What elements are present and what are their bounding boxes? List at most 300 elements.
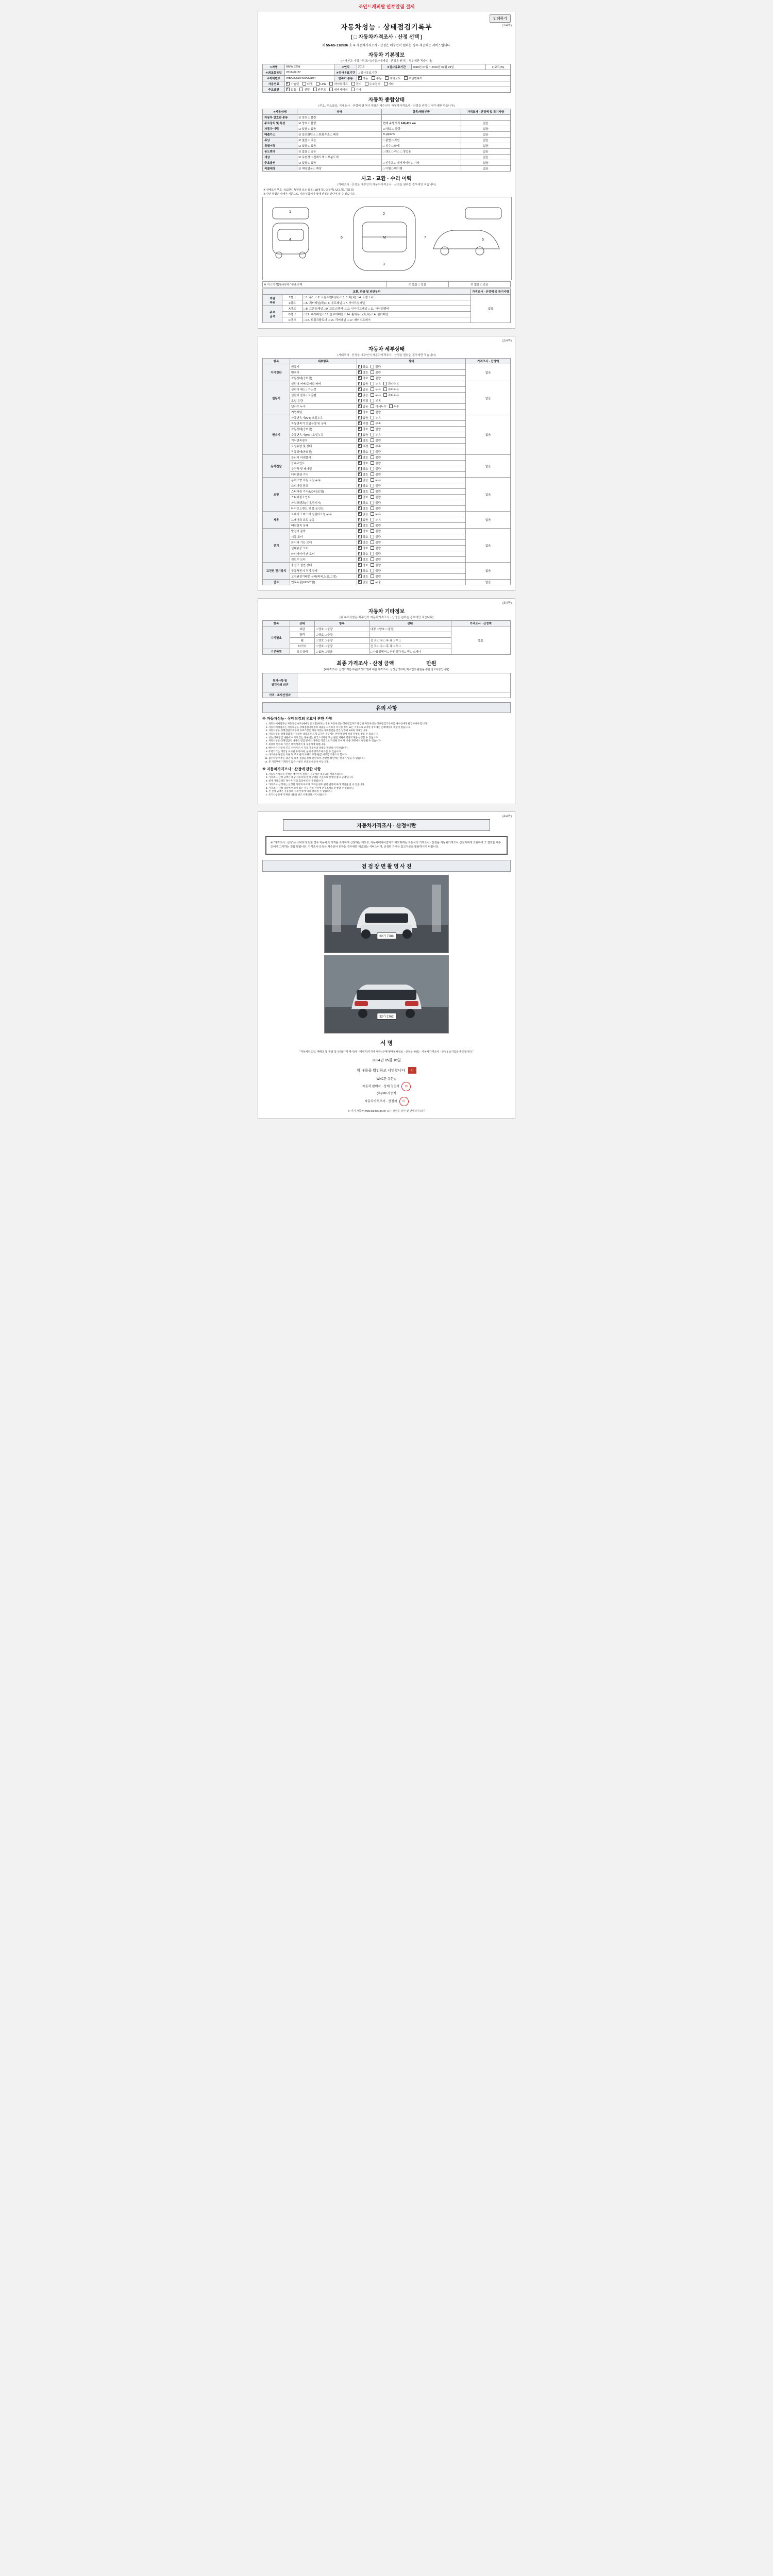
checkbox-icon[interactable]	[383, 382, 387, 385]
detail-option-0-1-1[interactable]	[371, 370, 381, 375]
detail-state-1-3[interactable]	[357, 398, 466, 404]
detail-state-4-0[interactable]	[357, 478, 466, 483]
detail-state-1-4[interactable]	[357, 404, 466, 410]
detail-state-3-0[interactable]	[357, 455, 466, 461]
photo-front[interactable]	[324, 875, 449, 953]
checkbox-icon[interactable]	[404, 76, 408, 80]
etc-extra-4[interactable]: □ 사용설명서 □ 안전삼각대 □ 잭 □ 스패너	[369, 649, 451, 655]
detail-option-1-4-1[interactable]	[371, 404, 386, 409]
detail-option-1-4-2[interactable]	[389, 404, 399, 409]
detail-state-7-0[interactable]	[357, 563, 466, 568]
fuel-option-diesel[interactable]	[303, 82, 313, 86]
overall-part-5[interactable]: □ 침수 □ 화재	[381, 143, 461, 149]
detail-table-body	[263, 364, 511, 585]
detail-state-6-4[interactable]	[357, 551, 466, 557]
etc-extra-1	[369, 632, 451, 638]
detail-option-5-2-1[interactable]	[371, 523, 381, 528]
detail-option-7-1-0[interactable]	[358, 569, 368, 573]
checkbox-icon[interactable]	[358, 484, 362, 487]
checkbox-icon[interactable]	[358, 563, 362, 567]
accident-bottom-right[interactable]: ☑ 없음 □ 있음	[448, 282, 510, 287]
overall-state-5[interactable]: ☑ 없음 □ 있음	[297, 143, 382, 149]
detail-option-7-0-1[interactable]	[371, 563, 381, 567]
checkbox-icon[interactable]	[358, 387, 362, 391]
checkbox-icon[interactable]	[358, 574, 362, 578]
checkbox-icon[interactable]	[286, 88, 290, 91]
page-number-1: (1/4쪽)	[502, 24, 512, 27]
detail-subitem-6-4: 라디에이터 팬 모터	[290, 551, 357, 557]
photo-rear[interactable]	[324, 955, 449, 1033]
detail-option-label: 불량	[375, 558, 381, 562]
detail-option-3-0-0[interactable]	[358, 455, 368, 460]
checkbox-icon[interactable]	[371, 382, 374, 385]
checkbox-icon[interactable]	[371, 557, 374, 561]
checkbox-icon[interactable]	[371, 444, 374, 448]
checkbox-icon[interactable]	[358, 467, 362, 470]
detail-option-4-1-0[interactable]	[358, 484, 368, 488]
checkbox-icon[interactable]	[371, 569, 374, 572]
detail-state-2-3[interactable]	[357, 432, 466, 438]
detail-state-0-2[interactable]	[357, 376, 466, 381]
checkbox-icon[interactable]	[371, 563, 374, 567]
detail-option-label: 불량	[375, 451, 381, 454]
fuel-option-hybrid[interactable]	[329, 82, 348, 86]
assessor-value[interactable]	[297, 692, 511, 698]
overall-part-2[interactable]: ☑ 양호 □ 불량	[381, 126, 461, 132]
checkbox-icon[interactable]	[358, 495, 362, 499]
etc-state-4[interactable]: □ 없음 □ 있음	[315, 649, 369, 655]
detail-state-2-5[interactable]	[357, 444, 466, 449]
checkbox-icon[interactable]	[358, 489, 362, 493]
detail-option-1-0-1[interactable]	[371, 382, 381, 386]
checkbox-icon[interactable]	[371, 523, 374, 527]
detail-state-1-2[interactable]	[357, 393, 466, 398]
detail-state-7-2[interactable]	[357, 574, 466, 580]
detail-option-6-3-0[interactable]	[358, 546, 368, 550]
detail-option-2-5-0[interactable]	[358, 444, 368, 448]
checkbox-icon[interactable]	[358, 535, 362, 538]
detail-option-2-6-1[interactable]	[371, 450, 381, 454]
detail-option-6-0-1[interactable]	[371, 529, 381, 533]
checkbox-icon[interactable]	[313, 88, 317, 91]
checkbox-icon[interactable]	[384, 82, 388, 86]
detail-option-5-0-1[interactable]	[371, 512, 381, 516]
detail-option-label: 불량	[375, 490, 381, 494]
detail-option-4-4-0[interactable]	[358, 501, 368, 505]
detail-state-6-0[interactable]	[357, 529, 466, 534]
checkbox-icon[interactable]	[358, 461, 362, 465]
checkbox-icon[interactable]	[371, 506, 374, 510]
etc-extra-2[interactable]: 전 좌 □ 우 □ 후 좌 □ 우 □	[369, 638, 451, 643]
detail-option-5-2-0[interactable]	[358, 523, 368, 528]
detail-option-2-0-1[interactable]	[371, 416, 381, 420]
detail-subitem-2-6: 작동상태(공회전)	[290, 449, 357, 455]
detail-option-4-5-1[interactable]	[371, 506, 381, 511]
detail-option-2-2-0[interactable]	[358, 427, 368, 431]
detail-option-0-1-0[interactable]	[358, 370, 368, 375]
checkbox-icon[interactable]	[371, 376, 374, 380]
inner-items-b[interactable]: □ 12. 대시패널 □ 13. 플로어패널 □ 14. 휠하우스(좌,우) □ A. 필러패널	[302, 312, 470, 317]
detail-option-0-2-0[interactable]	[358, 376, 368, 380]
inner-items-a[interactable]: □ 8. 프론트패널 □ 9. 크로스멤버 □ 10. 인사이드패널 □ 11. 사이드멤버	[302, 306, 470, 312]
checkbox-icon[interactable]	[371, 478, 374, 482]
detail-state-6-1[interactable]	[357, 534, 466, 540]
overall-state-8[interactable]: ☑ 없음 □ 있음	[297, 160, 382, 166]
etc-state-2[interactable]: □ 양호 □ 불량	[315, 638, 369, 643]
checkbox-icon[interactable]	[371, 501, 374, 504]
overall-part-9[interactable]: □ 이행 □ 미이행	[381, 166, 461, 172]
detail-option-6-4-1[interactable]	[371, 552, 381, 556]
checkbox-icon[interactable]	[389, 404, 393, 408]
detail-option-1-0-2[interactable]	[383, 382, 399, 386]
checkbox-icon[interactable]	[371, 552, 374, 555]
checkbox-icon[interactable]	[371, 399, 374, 402]
overall-state-1[interactable]: ☑ 양호 □ 불량	[297, 121, 382, 126]
detail-state-5-1[interactable]	[357, 517, 466, 523]
trans-option-cvt[interactable]	[404, 76, 423, 80]
etc-state-0[interactable]: □ 양호 □ 불량	[315, 626, 369, 632]
checkbox-icon[interactable]	[372, 76, 375, 80]
checkbox-icon[interactable]	[358, 421, 362, 425]
detail-option-0-0-1[interactable]	[371, 365, 381, 369]
assessor-label: 가격 · 조사산정자	[263, 692, 297, 698]
checkbox-icon[interactable]	[351, 88, 355, 91]
detail-option-6-1-0[interactable]	[358, 535, 368, 539]
detail-option-3-1-1[interactable]	[371, 461, 381, 465]
detail-state-4-4[interactable]	[357, 500, 466, 506]
car-diagram-svg[interactable]	[263, 197, 511, 280]
detail-option-1-2-1[interactable]	[371, 393, 381, 397]
detail-option-5-1-0[interactable]	[358, 518, 368, 522]
detail-state-5-0[interactable]	[357, 512, 466, 517]
inner-items-c[interactable]: □ 15. 트렁크플로어 □ 16. 리어패널 □ 17. 패키지트레이	[302, 317, 470, 323]
trans-option-semi[interactable]	[385, 76, 400, 80]
outer-items-2[interactable]: □ 5. 쿼터패널(좌) □ 6. 루프패널 □ 7. 사이드실패널	[302, 300, 470, 306]
checkbox-icon[interactable]	[371, 484, 374, 487]
checkbox-icon[interactable]	[371, 421, 374, 425]
detail-option-4-2-0[interactable]	[358, 489, 368, 494]
detail-state-4-2[interactable]	[357, 489, 466, 495]
checkbox-icon[interactable]	[351, 82, 355, 86]
checkbox-icon[interactable]	[371, 540, 374, 544]
caution-item-0-11: 12. 본 기록부에 기재되지 않은 사항은 보증의 대상이 아닙니다.	[268, 760, 511, 764]
detail-option-2-1-0[interactable]	[358, 421, 368, 426]
checkbox-icon[interactable]	[371, 512, 374, 516]
checkbox-icon[interactable]	[371, 467, 374, 470]
checkbox-icon[interactable]	[371, 393, 374, 397]
detail-state-4-3[interactable]	[357, 495, 466, 500]
checkbox-icon[interactable]	[371, 535, 374, 538]
detail-option-8-0-0[interactable]	[358, 580, 368, 584]
checkbox-icon[interactable]	[358, 382, 362, 385]
detail-state-1-5[interactable]	[357, 410, 466, 415]
detail-state-3-3[interactable]	[357, 472, 466, 478]
trans-option-manual[interactable]	[372, 76, 382, 80]
checkbox-icon[interactable]	[371, 489, 374, 493]
detail-option-3-2-1[interactable]	[371, 467, 381, 471]
detail-option-7-2-1[interactable]	[371, 574, 381, 579]
checkbox-icon[interactable]	[358, 546, 362, 550]
fuel-option-electric[interactable]	[351, 82, 362, 86]
special-note-value[interactable]	[297, 673, 511, 692]
detail-option-1-5-1[interactable]	[371, 410, 381, 414]
detail-option-5-0-0[interactable]	[358, 512, 368, 516]
detail-option-1-5-0[interactable]	[358, 410, 368, 414]
checkbox-icon[interactable]	[371, 365, 374, 368]
checkbox-icon[interactable]	[383, 387, 387, 391]
checkbox-icon[interactable]	[385, 76, 389, 80]
detail-option-6-0-0[interactable]	[358, 529, 368, 533]
detail-option-6-1-1[interactable]	[371, 535, 381, 539]
checkbox-icon[interactable]	[358, 410, 362, 414]
fuel-label-diesel: 디젤	[307, 83, 313, 86]
checkbox-icon[interactable]	[371, 370, 374, 374]
accident-bottom-state[interactable]: ☑ 없음 □ 있음	[386, 282, 448, 287]
detail-option-2-6-0[interactable]	[358, 450, 368, 454]
option-none[interactable]	[286, 88, 296, 92]
checkbox-icon[interactable]	[371, 416, 374, 419]
checkbox-icon[interactable]	[371, 529, 374, 533]
detail-option-2-4-0[interactable]	[358, 438, 368, 443]
checkbox-icon[interactable]	[371, 580, 374, 584]
trans-option-auto[interactable]	[358, 76, 368, 80]
detail-state-6-5[interactable]	[357, 557, 466, 563]
print-button[interactable]: 인쇄하기	[490, 14, 511, 23]
detail-option-3-0-1[interactable]	[371, 455, 381, 460]
detail-option-4-3-1[interactable]	[371, 495, 381, 499]
detail-option-6-3-1[interactable]	[371, 546, 381, 550]
checkbox-icon[interactable]	[371, 574, 374, 578]
checkbox-icon[interactable]	[358, 393, 362, 397]
etc-sub-0: 외판	[290, 626, 314, 632]
detail-option-6-2-0[interactable]	[358, 540, 368, 545]
checkbox-icon[interactable]	[358, 529, 362, 533]
checkbox-icon[interactable]	[371, 427, 374, 431]
detail-option-6-5-1[interactable]	[371, 557, 381, 562]
detail-option-1-1-2[interactable]	[383, 387, 399, 392]
overall-state-7[interactable]: ☑ 무변경 □ 전체도색 □ 부분도색	[297, 155, 382, 160]
basic-label-carname: ①차명	[263, 64, 285, 70]
checkbox-icon[interactable]	[371, 387, 374, 391]
detail-state-2-2[interactable]	[357, 427, 466, 432]
checkbox-icon[interactable]	[358, 76, 362, 80]
overall-part-8[interactable]: □ 선루프 □ 내비게이션 □ 기타	[381, 160, 461, 166]
detail-subitem-6-2: 와이퍼 기능 모터	[290, 540, 357, 546]
checkbox-icon[interactable]	[303, 82, 306, 86]
detail-state-6-3[interactable]	[357, 546, 466, 551]
checkbox-icon[interactable]	[371, 433, 374, 436]
overall-head-price: 가격조사 · 산정액 및 특기사항	[461, 109, 510, 115]
detail-option-2-4-1[interactable]	[371, 438, 381, 443]
overall-part-6[interactable]: □ 렌트 □ 리스 □ 영업용	[381, 149, 461, 155]
checkbox-icon[interactable]	[358, 506, 362, 510]
fuel-option-hydrogen[interactable]	[365, 82, 380, 86]
detail-option-2-5-1[interactable]	[371, 444, 381, 448]
checkbox-icon[interactable]	[358, 455, 362, 459]
checkbox-icon[interactable]	[358, 512, 362, 516]
fuel-option-lpg[interactable]	[316, 82, 326, 86]
detail-price-6: 없음	[466, 529, 511, 563]
option-etc[interactable]	[351, 88, 361, 92]
checkbox-icon[interactable]	[358, 365, 362, 368]
section-title-overall: 자동차 종합상태	[262, 95, 511, 103]
checkbox-icon[interactable]	[358, 472, 362, 476]
checkbox-icon[interactable]	[358, 444, 362, 448]
detail-option-3-1-0[interactable]	[358, 461, 368, 465]
dealer-name: (주)BM 자동차	[377, 1092, 396, 1096]
detail-option-1-3-0[interactable]	[358, 399, 368, 403]
checkbox-icon[interactable]	[358, 523, 362, 527]
detail-option-2-3-0[interactable]	[358, 433, 368, 437]
overall-part-3: % ppm %	[381, 132, 461, 138]
detail-option-label: 양호	[362, 507, 368, 511]
detail-state-7-1[interactable]	[357, 568, 466, 574]
detail-option-2-0-0[interactable]	[358, 416, 368, 420]
checkbox-icon[interactable]	[358, 416, 362, 419]
option-tint[interactable]	[299, 88, 310, 92]
checkbox-icon[interactable]	[329, 82, 333, 86]
checkbox-icon[interactable]	[286, 82, 290, 86]
detail-option-0-2-1[interactable]	[371, 376, 381, 380]
option-navigation[interactable]	[329, 88, 348, 92]
detail-option-3-2-0[interactable]	[358, 467, 368, 471]
detail-state-8-0[interactable]	[357, 580, 466, 585]
detail-option-2-2-1[interactable]	[371, 427, 381, 431]
outer-items-1[interactable]: □ 1. 후드 □ 2. 프론트펜더(좌) □ 3. 도어(좌) □ 4. 트렁크리드	[302, 295, 470, 300]
etc-extra-3[interactable]: 전 좌 □ 우 □ 후 좌 □ 우 □	[369, 643, 451, 649]
detail-option-1-1-1[interactable]	[371, 387, 381, 392]
detail-option-7-2-0[interactable]	[358, 574, 368, 579]
checkbox-icon[interactable]	[358, 370, 362, 374]
detail-state-2-1[interactable]	[357, 421, 466, 427]
checkbox-icon[interactable]	[365, 82, 368, 86]
overall-state-6[interactable]: ☑ 없음 □ 있음	[297, 149, 382, 155]
checkbox-icon[interactable]	[371, 404, 374, 408]
checkbox-icon[interactable]	[358, 557, 362, 561]
detail-option-6-2-1[interactable]	[371, 540, 381, 545]
detail-option-6-5-0[interactable]	[358, 557, 368, 562]
detail-option-4-0-1[interactable]	[371, 478, 381, 482]
checkbox-icon[interactable]	[358, 427, 362, 431]
detail-option-1-2-2[interactable]	[383, 393, 399, 397]
checkbox-icon[interactable]	[371, 495, 374, 499]
detail-option-8-0-1[interactable]	[371, 580, 381, 584]
checkbox-icon[interactable]	[371, 546, 374, 550]
detail-option-4-0-0[interactable]	[358, 478, 368, 482]
detail-state-2-4[interactable]	[357, 438, 466, 444]
detail-option-4-5-0[interactable]	[358, 506, 368, 511]
detail-option-4-3-0[interactable]	[358, 495, 368, 499]
detail-option-4-1-1[interactable]	[371, 484, 381, 488]
detail-option-1-3-1[interactable]	[371, 399, 381, 403]
detail-state-0-1[interactable]	[357, 370, 466, 376]
checkbox-icon[interactable]	[371, 518, 374, 521]
etc-state-1[interactable]: □ 양호 □ 불량	[315, 632, 369, 638]
overall-state-2[interactable]: ☑ 있음 □ 없음	[297, 126, 382, 132]
checkbox-icon[interactable]	[383, 393, 387, 397]
checkbox-icon[interactable]	[358, 501, 362, 504]
overall-state-9[interactable]: ☑ 해당없음 □ 해당	[297, 166, 382, 172]
checkbox-icon[interactable]	[358, 518, 362, 521]
fuel-option-other[interactable]	[384, 82, 394, 86]
detail-state-4-5[interactable]	[357, 506, 466, 512]
checkbox-icon[interactable]	[358, 450, 362, 453]
detail-option-2-1-1[interactable]	[371, 421, 381, 426]
checkbox-icon[interactable]	[299, 88, 303, 91]
detail-state-1-1[interactable]	[357, 387, 466, 393]
checkbox-icon[interactable]	[358, 376, 362, 380]
detail-option-3-3-0[interactable]	[358, 472, 368, 477]
detail-option-label: 누유	[375, 519, 381, 522]
fuel-option-gasoline[interactable]	[286, 82, 299, 86]
detail-option-2-3-1[interactable]	[371, 433, 381, 437]
checkbox-icon[interactable]	[358, 580, 362, 584]
car-damage-diagram[interactable]	[262, 197, 512, 280]
detail-state-5-2[interactable]	[357, 523, 466, 529]
overall-state-4[interactable]: ☑ 없음 □ 있음	[297, 138, 382, 143]
detail-state-3-1[interactable]	[357, 461, 466, 466]
detail-state-3-2[interactable]	[357, 466, 466, 472]
checkbox-icon[interactable]	[329, 88, 333, 91]
checkbox-icon[interactable]	[371, 461, 374, 465]
detail-state-6-2[interactable]	[357, 540, 466, 546]
detail-option-1-2-0[interactable]	[358, 393, 368, 397]
checkbox-icon[interactable]	[371, 438, 374, 442]
checkbox-icon[interactable]	[316, 82, 320, 86]
detail-option-5-1-1[interactable]	[371, 518, 381, 522]
detail-option-label: 불량	[375, 468, 381, 471]
checkbox-icon[interactable]	[358, 399, 362, 402]
checkbox-icon[interactable]	[358, 404, 362, 408]
checkbox-icon[interactable]	[371, 472, 374, 476]
basic-label-firstreg: ④최초등록일	[263, 70, 285, 76]
detail-option-1-4-0[interactable]	[358, 404, 368, 409]
checkbox-icon[interactable]	[358, 569, 362, 572]
detail-state-0-0[interactable]	[357, 364, 466, 370]
detail-state-4-1[interactable]	[357, 483, 466, 489]
detail-option-1-1-0[interactable]	[358, 387, 368, 392]
detail-option-1-0-0[interactable]	[358, 382, 368, 386]
overall-state-0[interactable]: ☑ 양호 □ 불량	[297, 115, 382, 121]
overall-state-3[interactable]: ☑ 일산화탄소 □ 탄화수소 □ 매연	[297, 132, 382, 138]
checkbox-icon[interactable]	[371, 455, 374, 459]
overall-part-4[interactable]: □ 불법 □ 적법	[381, 138, 461, 143]
detail-option-0-0-0[interactable]	[358, 365, 368, 369]
checkbox-icon[interactable]	[358, 478, 362, 482]
detail-state-2-0[interactable]	[357, 415, 466, 421]
detail-option-4-2-1[interactable]	[371, 489, 381, 494]
checkbox-icon[interactable]	[371, 450, 374, 453]
checkbox-icon[interactable]	[371, 410, 374, 414]
table-row	[263, 455, 511, 461]
detail-option-3-3-1[interactable]	[371, 472, 381, 477]
checkbox-icon[interactable]	[358, 433, 362, 436]
detail-option-4-4-1[interactable]	[371, 501, 381, 505]
detail-option-7-1-1[interactable]	[371, 569, 381, 573]
overall-price-5: 없음	[461, 143, 510, 149]
checkbox-icon[interactable]	[358, 438, 362, 442]
etc-state-3[interactable]: □ 양호 □ 불량	[315, 643, 369, 649]
checkbox-icon[interactable]	[358, 552, 362, 555]
option-sunroof[interactable]	[313, 88, 326, 92]
detail-state-1-0[interactable]	[357, 381, 466, 387]
detail-state-2-6[interactable]	[357, 449, 466, 455]
detail-option-6-4-0[interactable]	[358, 552, 368, 556]
etc-extra-0[interactable]	[369, 626, 451, 632]
detail-option-7-0-0[interactable]	[358, 563, 368, 567]
checkbox-icon[interactable]	[358, 540, 362, 544]
table-row	[263, 563, 511, 568]
